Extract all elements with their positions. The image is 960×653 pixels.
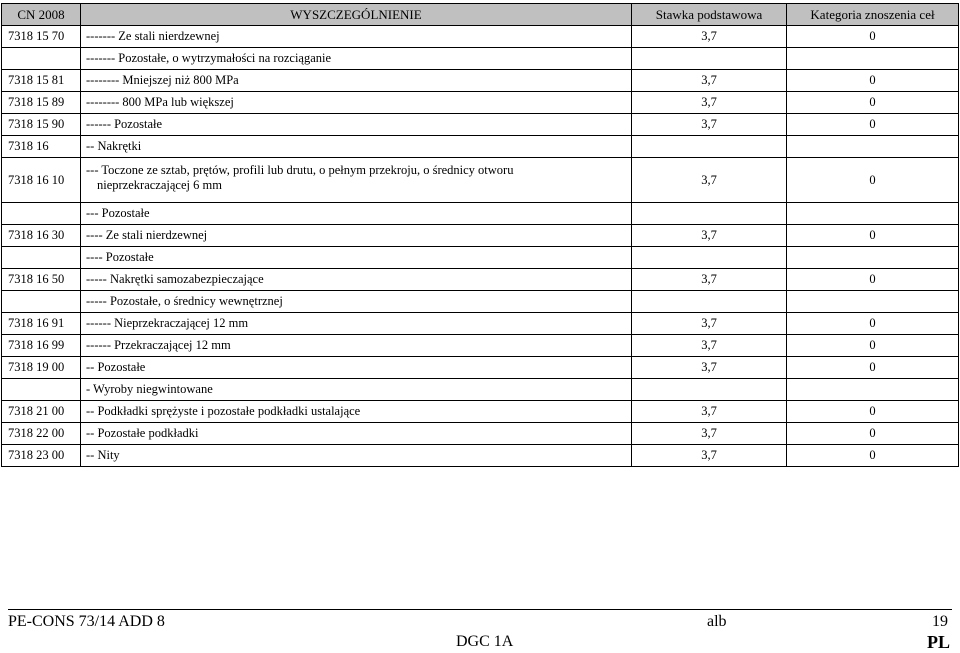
base-rate: 3,7 [632, 269, 787, 291]
table-row [2, 114, 959, 136]
cn-code: 7318 15 89 [2, 92, 81, 114]
cn-code: 7318 19 00 [2, 357, 81, 379]
base-rate: 3,7 [632, 114, 787, 136]
row-description: ---- Pozostałe [81, 247, 632, 269]
base-rate: 3,7 [632, 401, 787, 423]
staging-category: 0 [787, 335, 959, 357]
cn-code [2, 291, 81, 313]
row-description: -- Nity [81, 445, 632, 467]
cn-code: 7318 21 00 [2, 401, 81, 423]
row-description [81, 158, 632, 203]
page-number: 19 [932, 613, 948, 630]
base-rate: 3,7 [632, 335, 787, 357]
base-rate: 3,7 [632, 445, 787, 467]
cn-code [2, 203, 81, 225]
base-rate: 3,7 [632, 158, 787, 203]
base-rate: 3,7 [632, 70, 787, 92]
cn-code: 7318 15 70 [2, 26, 81, 48]
language-code: PL [926, 632, 950, 652]
table-row [2, 247, 959, 269]
base-rate [632, 247, 787, 269]
row-description: -- Pozostałe podkładki [81, 423, 632, 445]
staging-category [787, 291, 959, 313]
header-cn: CN 2008 [2, 4, 81, 26]
base-rate: 3,7 [632, 225, 787, 247]
row-description: -------- 800 MPa lub większej [81, 92, 632, 114]
table-row [2, 313, 959, 335]
row-description: ----- Pozostałe, o średnicy wewnętrznej [81, 291, 632, 313]
staging-category: 0 [787, 313, 959, 335]
row-description: ---- Ze stali nierdzewnej [81, 225, 632, 247]
row-description: ----- Nakrętki samozabezpieczające [81, 269, 632, 291]
cn-code: 7318 15 81 [2, 70, 81, 92]
base-rate [632, 48, 787, 70]
row-description: - Wyroby niegwintowane [81, 379, 632, 401]
staging-category: 0 [787, 423, 959, 445]
cn-code: 7318 23 00 [2, 445, 81, 467]
staging-category: 0 [787, 401, 959, 423]
staging-category: 0 [787, 158, 959, 203]
row-description: -------- Mniejszej niż 800 MPa [81, 70, 632, 92]
cn-code [2, 247, 81, 269]
table-row [2, 136, 959, 158]
row-description: -- Nakrętki [81, 136, 632, 158]
row-description: ------ Pozostałe [81, 114, 632, 136]
table-row [2, 225, 959, 247]
table-row [2, 445, 959, 467]
staging-category [787, 136, 959, 158]
cn-code: 7318 16 99 [2, 335, 81, 357]
row-description: -- Podkładki sprężyste i pozostałe podkładki ustalające [81, 401, 632, 423]
base-rate [632, 136, 787, 158]
cn-code: 7318 16 [2, 136, 81, 158]
table-row [2, 48, 959, 70]
staging-category: 0 [787, 445, 959, 467]
table-header-row [2, 4, 959, 26]
staging-category: 0 [787, 225, 959, 247]
cn-code [2, 379, 81, 401]
cn-code: 7318 22 00 [2, 423, 81, 445]
cn-code: 7318 15 90 [2, 114, 81, 136]
table-row [2, 203, 959, 225]
staging-category: 0 [787, 269, 959, 291]
row-description: ------- Pozostałe, o wytrzymałości na rozciąganie [81, 48, 632, 70]
table-row [2, 335, 959, 357]
staging-category [787, 247, 959, 269]
table-row [2, 269, 959, 291]
row-description: ------ Przekraczającej 12 mm [81, 335, 632, 357]
header-base-rate: Stawka podstawowa [632, 4, 787, 26]
tariff-table [1, 3, 959, 467]
row-description: ------ Nieprzekraczającej 12 mm [81, 313, 632, 335]
staging-category: 0 [787, 114, 959, 136]
table-row [2, 291, 959, 313]
cn-code: 7318 16 30 [2, 225, 81, 247]
table-row [2, 158, 959, 203]
base-rate: 3,7 [632, 92, 787, 114]
base-rate [632, 203, 787, 225]
base-rate: 3,7 [632, 423, 787, 445]
staging-category: 0 [787, 357, 959, 379]
row-description: ------- Ze stali nierdzewnej [81, 26, 632, 48]
author-initials: alb [707, 613, 727, 630]
table-row [2, 401, 959, 423]
row-description: --- Pozostałe [81, 203, 632, 225]
cn-code: 7318 16 50 [2, 269, 81, 291]
base-rate: 3,7 [632, 357, 787, 379]
staging-category [787, 203, 959, 225]
page-footer [8, 609, 952, 651]
table-row [2, 92, 959, 114]
table-row [2, 70, 959, 92]
row-description-line-2: nieprzekraczającej 6 mm [97, 178, 222, 192]
staging-category: 0 [787, 70, 959, 92]
cn-code: 7318 16 91 [2, 313, 81, 335]
table-row [2, 379, 959, 401]
staging-category: 0 [787, 26, 959, 48]
table-row [2, 357, 959, 379]
document-reference: PE-CONS 73/14 ADD 8 [8, 613, 165, 630]
header-description: WYSZCZEGÓLNIENIE [81, 4, 632, 26]
row-description: -- Pozostałe [81, 357, 632, 379]
cn-code [2, 48, 81, 70]
staging-category [787, 48, 959, 70]
row-description-line-1: --- Toczone ze sztab, prętów, profili lub drutu, o pełnym przekroju, o średnicy otworu [86, 163, 514, 177]
table-row [2, 26, 959, 48]
base-rate: 3,7 [632, 313, 787, 335]
base-rate [632, 291, 787, 313]
table-row [2, 423, 959, 445]
staging-category: 0 [787, 92, 959, 114]
header-category: Kategoria znoszenia ceł [787, 4, 959, 26]
cn-code: 7318 16 10 [2, 158, 81, 203]
base-rate: 3,7 [632, 26, 787, 48]
base-rate [632, 379, 787, 401]
directorate-code: DGC 1A [456, 633, 514, 650]
staging-category [787, 379, 959, 401]
